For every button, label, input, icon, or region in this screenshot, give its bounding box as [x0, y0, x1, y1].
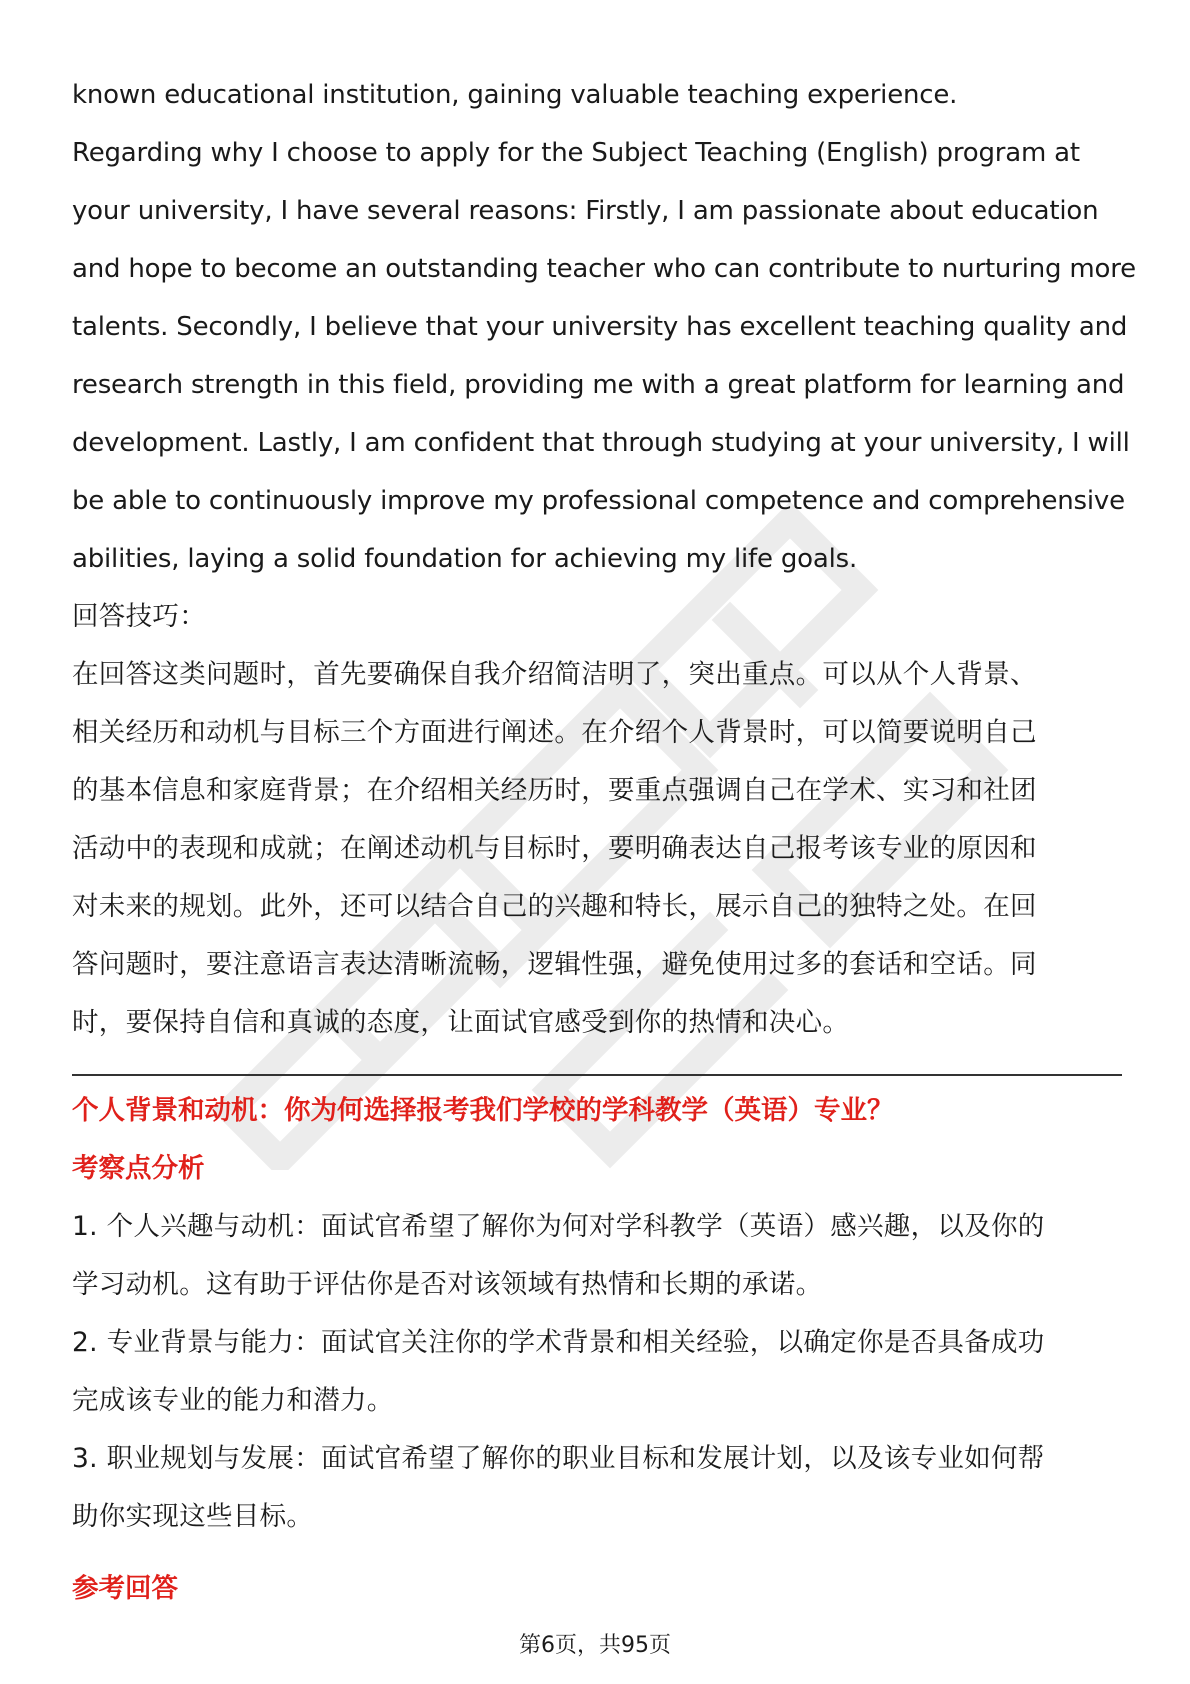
tips-line: 的基本信息和家庭背景；在介绍相关经历时，要重点强调自己在学术、实习和社团	[72, 775, 1037, 806]
paragraph-line: your university, I have several reasons: Firstly, I am passionate about education	[72, 196, 1099, 226]
analysis-point-line: 完成该专业的能力和潜力。	[72, 1385, 394, 1416]
paragraph-line: abilities, laying a solid foundation for achieving my life goals.	[72, 544, 858, 574]
tips-line: 在回答这类问题时，首先要确保自我介绍简洁明了，突出重点。可以从个人背景、	[72, 659, 1037, 690]
analysis-point-line: 助你实现这些目标。	[72, 1501, 314, 1532]
tips-line: 对未来的规划。此外，还可以结合自己的兴趣和特长，展示自己的独特之处。在回	[72, 891, 1037, 922]
tips-line: 相关经历和动机与目标三个方面进行阐述。在介绍个人背景时，可以简要说明自己	[72, 717, 1037, 748]
analysis-point-line: 1. 个人兴趣与动机：面试官希望了解你为何对学科教学（英语）感兴趣，以及你的	[72, 1211, 1045, 1242]
tips-line: 答问题时，要注意语言表达清晰流畅，逻辑性强，避免使用过多的套话和空话。同	[72, 949, 1037, 980]
analysis-point-line: 2. 专业背景与能力：面试官关注你的学术背景和相关经验，以确定你是否具备成功	[72, 1327, 1045, 1358]
paragraph-line: research strength in this field, providing me with a great platform for learning and	[72, 370, 1125, 400]
reference-answer-heading: 参考回答	[72, 1573, 178, 1604]
paragraph-line: and hope to become an outstanding teacher who can contribute to nurturing more	[72, 254, 1136, 284]
section-divider	[72, 1074, 1122, 1076]
analysis-point-line: 3. 职业规划与发展：面试官希望了解你的职业目标和发展计划，以及该专业如何帮	[72, 1443, 1045, 1474]
english-paragraph	[72, 66, 1136, 588]
analysis-heading: 考察点分析	[72, 1153, 205, 1184]
paragraph-line: Regarding why I choose to apply for the Subject Teaching (English) program at	[72, 138, 1080, 168]
answer-tips	[72, 588, 1122, 1052]
question-title: 个人背景和动机：你为何选择报考我们学校的学科教学（英语）专业？	[72, 1095, 894, 1126]
paragraph-line: talents. Secondly, I believe that your university has excellent teaching quality and	[72, 312, 1128, 342]
paragraph-line: development. Lastly, I am confident that through studying at your university, I will	[72, 428, 1130, 458]
page-content	[72, 66, 1136, 1618]
tips-label: 回答技巧：	[72, 601, 206, 632]
paragraph-line: known educational institution, gaining valuable teaching experience.	[72, 80, 958, 110]
analysis-point-line: 学习动机。这有助于评估你是否对该领域有热情和长期的承诺。	[72, 1269, 823, 1300]
paragraph-line: be able to continuously improve my professional competence and comprehensive	[72, 486, 1125, 516]
tips-line: 时，要保持自信和真诚的态度，让面试官感受到你的热情和决心。	[72, 1007, 850, 1038]
tips-line: 活动中的表现和成就；在阐述动机与目标时，要明确表达自己报考该专业的原因和	[72, 833, 1037, 864]
analysis-points	[72, 1198, 1122, 1546]
page-number: 第6页，共95页	[519, 1633, 671, 1658]
